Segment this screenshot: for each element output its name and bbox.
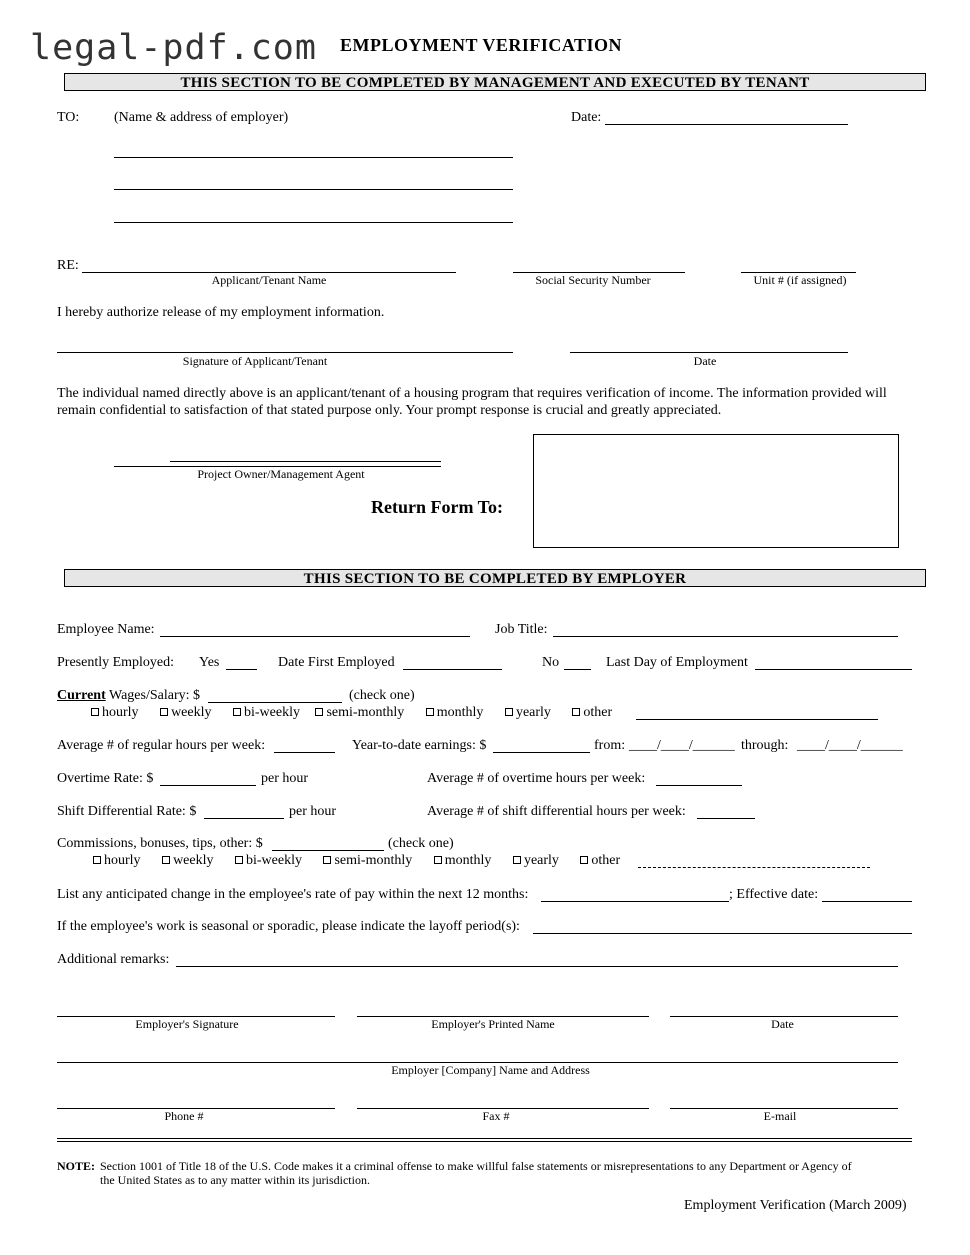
signature-date-caption: Date bbox=[693, 354, 717, 368]
from-label: from: bbox=[594, 738, 626, 753]
employer-name-address-caption: (Name & address of employer) bbox=[114, 110, 289, 125]
checkbox-icon bbox=[580, 856, 588, 864]
return-address-box[interactable] bbox=[533, 434, 899, 548]
employer-signature-caption: Employer's Signature bbox=[135, 1017, 239, 1031]
employer-printed-name-field[interactable] bbox=[357, 1002, 649, 1017]
remarks-label: Additional remarks: bbox=[57, 952, 170, 967]
wages-amount-field[interactable] bbox=[208, 688, 342, 703]
commissions-check-one: (check one) bbox=[388, 836, 454, 851]
applicant-signature-caption: Signature of Applicant/Tenant bbox=[182, 354, 328, 368]
employer-date-field[interactable] bbox=[670, 1002, 898, 1017]
section2-header: THIS SECTION TO BE COMPLETED BY EMPLOYER bbox=[64, 569, 926, 587]
return-form-label: Return Form To: bbox=[371, 497, 503, 517]
employer-address-line-2[interactable] bbox=[114, 175, 513, 190]
current-label: Current bbox=[57, 688, 106, 703]
footer-form-id: Employment Verification (March 2009) bbox=[684, 1198, 907, 1213]
commissions-label: Commissions, bonuses, tips, other: $ bbox=[57, 836, 263, 851]
commission-option-bi-weekly[interactable]: bi-weekly bbox=[235, 853, 302, 869]
ytd-label: Year-to-date earnings: $ bbox=[352, 738, 487, 753]
wage-options bbox=[91, 705, 612, 721]
avg-shift-field[interactable] bbox=[697, 804, 755, 819]
avg-hours-field[interactable] bbox=[274, 738, 335, 753]
employer-printed-name-caption: Employer's Printed Name bbox=[431, 1017, 555, 1031]
avg-shift-label: Average # of shift differential hours per week: bbox=[427, 804, 686, 819]
job-title-field[interactable] bbox=[553, 622, 898, 637]
commission-option-semi-monthly[interactable]: semi-monthly bbox=[323, 853, 412, 869]
commission-option-hourly[interactable]: hourly bbox=[93, 853, 141, 869]
checkbox-icon bbox=[233, 708, 241, 716]
note-text-line-1: Section 1001 of Title 18 of the U.S. Code makes it a criminal offense to make willful false statements or misrepresentations to any Department or Agency of bbox=[100, 1159, 852, 1173]
double-rule-bottom bbox=[57, 1141, 912, 1142]
avg-overtime-field[interactable] bbox=[656, 771, 742, 786]
form-title: EMPLOYMENT VERIFICATION bbox=[340, 35, 623, 55]
employee-name-field[interactable] bbox=[160, 622, 470, 637]
overtime-rate-label: Overtime Rate: $ bbox=[57, 771, 154, 786]
from-date-field[interactable]: ____/____/______ bbox=[629, 738, 735, 753]
date-first-employed-label: Date First Employed bbox=[278, 655, 395, 670]
commission-option-other[interactable]: other bbox=[580, 853, 620, 869]
checkbox-icon bbox=[572, 708, 580, 716]
ssn-field[interactable] bbox=[513, 258, 685, 273]
anticipated-change-field[interactable] bbox=[541, 887, 729, 902]
wage-other-field[interactable] bbox=[636, 705, 878, 720]
no-field[interactable] bbox=[564, 655, 591, 670]
applicant-signature-field[interactable] bbox=[57, 338, 513, 353]
watermark-logo: legal-pdf.com bbox=[30, 28, 317, 68]
checkbox-icon bbox=[513, 856, 521, 864]
wage-option-bi-weekly[interactable]: bi-weekly bbox=[233, 705, 300, 721]
checkbox-icon bbox=[160, 708, 168, 716]
authorize-text: I hereby authorize release of my employment information. bbox=[57, 305, 385, 320]
shift-rate-label: Shift Differential Rate: $ bbox=[57, 804, 197, 819]
wages-label-row bbox=[57, 688, 200, 704]
commission-option-weekly[interactable]: weekly bbox=[162, 853, 213, 869]
email-field[interactable] bbox=[670, 1094, 898, 1109]
owner-agent-field[interactable] bbox=[114, 452, 441, 467]
checkbox-icon bbox=[505, 708, 513, 716]
presently-employed-label: Presently Employed: bbox=[57, 655, 175, 670]
checkbox-icon bbox=[315, 708, 323, 716]
commission-option-yearly[interactable]: yearly bbox=[513, 853, 559, 869]
applicant-name-field[interactable] bbox=[82, 258, 456, 273]
shift-per-hour: per hour bbox=[289, 804, 337, 819]
commission-options bbox=[93, 853, 620, 869]
yes-field[interactable] bbox=[226, 655, 257, 670]
wages-check-one: (check one) bbox=[349, 688, 415, 703]
checkbox-icon bbox=[426, 708, 434, 716]
checkbox-icon bbox=[162, 856, 170, 864]
email-caption: E-mail bbox=[763, 1109, 797, 1123]
effective-date-label: ; Effective date: bbox=[729, 887, 819, 902]
effective-date-field[interactable] bbox=[822, 887, 912, 902]
to-label: TO: bbox=[57, 110, 80, 125]
note-text-line-2: the United States as to any matter within its jurisdiction. bbox=[100, 1173, 370, 1187]
checkbox-icon bbox=[235, 856, 243, 864]
avg-hours-label: Average # of regular hours per week: bbox=[57, 738, 266, 753]
last-day-field[interactable] bbox=[755, 655, 912, 670]
section1-header: THIS SECTION TO BE COMPLETED BY MANAGEMENT AND EXECUTED BY TENANT bbox=[64, 73, 926, 91]
note-label: NOTE: bbox=[57, 1159, 96, 1173]
ytd-field[interactable] bbox=[493, 738, 590, 753]
employer-address-line-3[interactable] bbox=[114, 208, 513, 223]
anticipated-change-label: List any anticipated change in the employee's rate of pay within the next 12 months: bbox=[57, 887, 529, 902]
shift-rate-field[interactable] bbox=[204, 804, 284, 819]
checkbox-icon bbox=[323, 856, 331, 864]
employer-signature-field[interactable] bbox=[57, 1002, 335, 1017]
commission-other-field[interactable] bbox=[638, 853, 870, 868]
phone-field[interactable] bbox=[57, 1094, 335, 1109]
no-label: No bbox=[542, 655, 560, 670]
date-label: Date: bbox=[571, 110, 602, 125]
avg-overtime-label: Average # of overtime hours per week: bbox=[427, 771, 646, 786]
wages-label: Wages/Salary: $ bbox=[108, 688, 200, 703]
double-rule-top bbox=[57, 1138, 912, 1139]
commissions-field[interactable] bbox=[272, 836, 384, 851]
remarks-field[interactable] bbox=[176, 952, 898, 967]
employer-address-line-1[interactable] bbox=[114, 143, 513, 158]
unit-field[interactable] bbox=[741, 258, 856, 273]
through-date-field[interactable]: ____/____/______ bbox=[797, 738, 903, 753]
employer-date-caption: Date bbox=[771, 1017, 794, 1031]
overtime-per-hour: per hour bbox=[261, 771, 309, 786]
wage-option-semi-monthly[interactable]: semi-monthly bbox=[315, 705, 404, 721]
unit-caption: Unit # (if assigned) bbox=[753, 273, 847, 287]
owner-agent-caption: Project Owner/Management Agent bbox=[197, 467, 365, 481]
layoff-period-field[interactable] bbox=[533, 919, 912, 934]
re-label: RE: bbox=[57, 258, 79, 273]
signature-date-field[interactable] bbox=[570, 338, 848, 353]
job-title-label: Job Title: bbox=[495, 622, 548, 637]
checkbox-icon bbox=[91, 708, 99, 716]
wage-option-weekly[interactable]: weekly bbox=[160, 705, 211, 721]
checkbox-icon bbox=[434, 856, 442, 864]
company-name-address-field[interactable] bbox=[57, 1048, 898, 1063]
through-label: through: bbox=[741, 738, 789, 753]
overtime-rate-field[interactable] bbox=[160, 771, 256, 786]
confidentiality-paragraph: The individual named directly above is an applicant/tenant of a housing program that requires verification of income. The information provided will remain confidential to satisfaction of that stated purpose only. Your prompt response is crucial and greatly appreciated. bbox=[57, 386, 887, 418]
date-first-employed-field[interactable] bbox=[403, 655, 502, 670]
company-name-address-caption: Employer [Company] Name and Address bbox=[391, 1063, 590, 1077]
commission-option-monthly[interactable]: monthly bbox=[434, 853, 492, 869]
employee-name-label: Employee Name: bbox=[57, 622, 155, 637]
checkbox-icon bbox=[93, 856, 101, 864]
wage-option-hourly[interactable]: hourly bbox=[91, 705, 139, 721]
owner-agent-underline bbox=[170, 461, 441, 462]
ssn-caption: Social Security Number bbox=[535, 273, 651, 287]
wage-option-yearly[interactable]: yearly bbox=[505, 705, 551, 721]
last-day-label: Last Day of Employment bbox=[606, 655, 748, 670]
yes-label: Yes bbox=[199, 655, 220, 670]
applicant-name-caption: Applicant/Tenant Name bbox=[211, 273, 327, 287]
wage-option-other[interactable]: other bbox=[572, 705, 612, 721]
phone-caption: Phone # bbox=[164, 1109, 204, 1123]
date-field[interactable] bbox=[605, 110, 848, 125]
fax-caption: Fax # bbox=[482, 1109, 510, 1123]
seasonal-label: If the employee's work is seasonal or sporadic, please indicate the layoff period(s): bbox=[57, 919, 520, 934]
wage-option-monthly[interactable]: monthly bbox=[426, 705, 484, 721]
fax-field[interactable] bbox=[357, 1094, 649, 1109]
